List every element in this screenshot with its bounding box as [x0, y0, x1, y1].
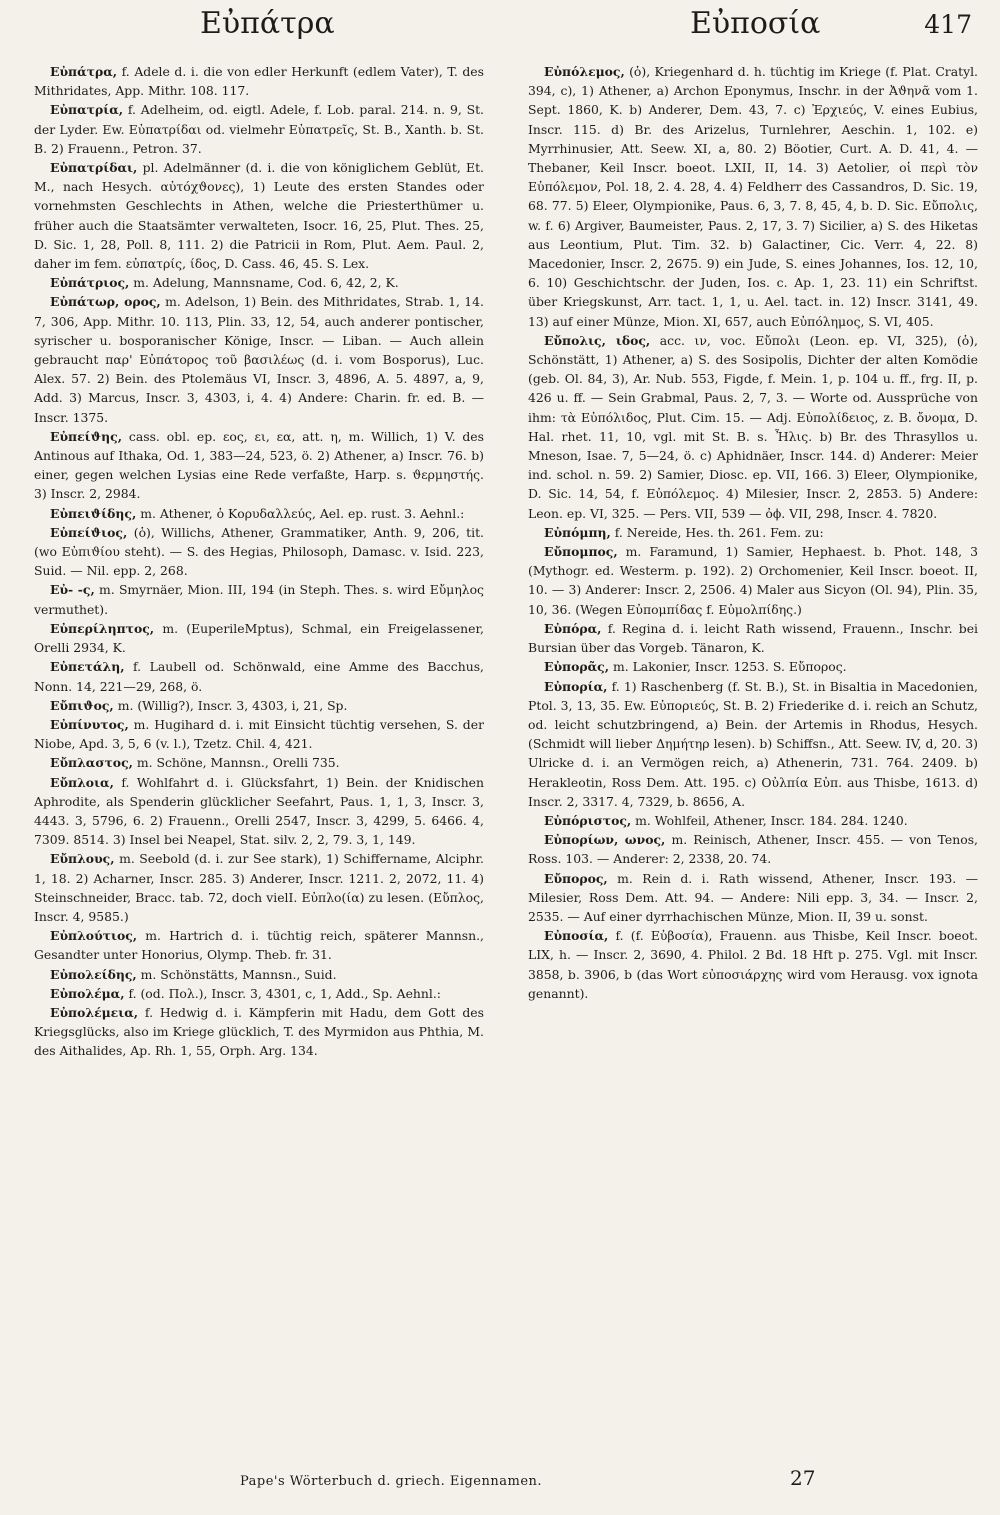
dictionary-entry — [528, 869, 978, 927]
entry-headword: Εὔπλους, — [50, 851, 115, 867]
dictionary-entry — [34, 619, 484, 657]
dictionary-entry — [528, 657, 978, 676]
signature-mark: 27 — [790, 1466, 816, 1490]
dictionary-entry — [34, 100, 484, 158]
entry-text: m. Schönstätts, Mannsn., Suid. — [136, 966, 337, 982]
entry-text: m. Hugihard d. i. mit Einsicht tüchtig versehen, S. der Niobe, Apd. 3, 5, 6 (v. l.), Tzetz. Chil. 4, 421. — [34, 716, 484, 752]
entry-headword: Εὐπόμπη, — [544, 524, 611, 540]
dictionary-entry — [34, 504, 484, 523]
entry-headword: Εὐπείϑιος, — [50, 524, 128, 540]
right-column — [528, 62, 978, 1432]
entry-headword: Εὐπάτωρ, ορος, — [50, 294, 161, 310]
dictionary-entry — [34, 696, 484, 715]
entry-text: f. Nereide, Hes. th. 261. Fem. zu: — [610, 524, 824, 540]
entry-headword: Εὐπορίων, ωνος, — [544, 832, 666, 848]
entry-text: cass. obl. ep. εος, ει, εα, att. η, m. Willich, 1) V. des Antinous auf Ithaka, Od. 1, 383—24, 523, ö. 2) Athener, a) Inscr. 76. b) einer, gegen welchen Lysias eine Rede verfaßte, Harp. s. ϑερμηστής. 3) Inscr. 2, 2984. — [34, 428, 484, 502]
dictionary-entry — [34, 715, 484, 753]
dictionary-entry — [34, 773, 484, 850]
entry-headword: Εὐπείϑης, — [50, 428, 123, 444]
entry-headword: Εὐπλούτιος, — [50, 928, 138, 944]
running-head-right: Εὐποσία — [690, 6, 821, 41]
entry-headword: Εὔπλαστος, — [50, 755, 133, 771]
entry-headword: Εὔπομπος, — [544, 544, 618, 560]
entry-text: m. Athener, ὁ Κορυδαλλεύς, Ael. ep. rust. 3. Aehnl.: — [136, 505, 465, 521]
entry-headword: Εὐπατρίδαι, — [50, 160, 138, 176]
entry-headword: Εὐπόριστος, — [544, 812, 632, 828]
dictionary-entry — [34, 926, 484, 964]
dictionary-entry — [34, 1003, 484, 1061]
publisher-footer: Pape's Wörterbuch d. griech. Eigennamen. — [240, 1474, 543, 1489]
entry-text: (ὁ), Kriegenhard d. h. tüchtig im Kriege (f. Plat. Cratyl. 394, c), 1) Athener, a) Archon Eponymus, Inschr. in der Ἀϑηνᾶ vom 1. Sept. 1860, K. b) Anderer, Dem. 43, 7. c) Ἐρχιεύς, V. eines Eubius, Inscr. 115. d) Br. des Arizelus, Turnlehrer, Aeschin. 1, 102. e) Myrrhinusier, Att. Seew. XI, a, 80. 2) Böotier, Curt. A. D. 41, 4. — Thebaner, Keil Inscr. boeot. LXII, II, 14. 3) Aetolier, οἱ περὶ τὸν Εὐπόλεμον, Pol. 18, 2. 4. 28, 4. 4) Feldherr des Cassandros, D. Sic. 19, 68. 77. 5) Eleer, Olympionike, Paus. 6, 3, 7. 8, 45, 4, b. D. Sic. Εὔπολις, w. f. 6) Argiver, Baumeister, Paus. 2, 17, 3. 7) Sicilier, a) S. des Hiketas aus Leontium, Plut. Tim. 32. b) Galactiner, Cic. Verr. 4, 22. 8) Macedonier, Inscr. 2, 2675. 9) ein Jude, S. eines Johannes, Ios. 12, 10, 6. 10) Geschichtschr. der Juden, Ios. c. Ap. 1, 23. 11) ein Schriftst. über Kriegskunst, Arr. tact. 1, 1, u. Ael. tact. in. 12) Inscr. 3141, 49. 13) auf einer Münze, Mion. XI, 657, auch Εὐπόλημος, S. VI, 405. — [528, 64, 978, 329]
entry-headword: Εὐπετάλη, — [50, 659, 125, 675]
entry-headword: Εὐπειϑίδης, — [50, 505, 137, 521]
entry-headword: Εὐπόρα, — [544, 620, 602, 636]
dictionary-entry — [528, 811, 978, 830]
entry-text: pl. Adelmänner (d. i. die von königlichem Geblüt, Et. M., nach Hesych. αὐτόχϑονες), 1) Leute des ersten Standes oder vornehmsten Geschlechts in Athen, welche die Priesterthümer u. früher auch die Staatsämter verwalteten, Isocr. 16, 25, Plut. Thes. 25, D. Sic. 1, 28, Poll. 8, 111. 2) die Patricii in Rom, Plut. Aem. Paul. 2, daher im fem. εὐπατρίς, ίδος, D. Cass. 46, 45. S. Lex. — [34, 160, 484, 272]
dictionary-entry — [34, 849, 484, 926]
entry-text: f. Adelheim, od. eigtl. Adele, f. Lob. paral. 214. n. 9, St. der Lyder. Ew. Εὐπατρίδαι od. vielmehr Εὐπατρεῖς, St. B., Xanth. b. St. B. 2) Frauenn., Petron. 37. — [34, 102, 484, 156]
entry-headword: Εὐποσία, — [544, 928, 609, 944]
entry-text: m. Lakonier, Inscr. 1253. S. Εὔπορος. — [609, 659, 847, 675]
entry-headword: Εὐπολέμα, — [50, 985, 125, 1001]
page-number: 417 — [924, 10, 972, 39]
entry-text: f. Wohlfahrt d. i. Glücksfahrt, 1) Bein. der Knidischen Aphrodite, als Spenderin glücklicher Seefahrt, Paus. 1, 1, 3, Inscr. 3, 4443. 3, 5796, 6. 2) Frauenn., Orelli 2547, Inscr. 3, 4299, 5. 6466. 4, 7309. 8514. 3) Insel bei Neapel, Stat. silv. 2, 2, 79. 3, 1, 149. — [34, 774, 484, 848]
entry-text: m. Hartrich d. i. tüchtig reich, späterer Mannsn., Gesandter unter Honorius, Olymp. Theb. fr. 31. — [34, 928, 484, 963]
dictionary-entry — [528, 619, 978, 657]
entry-text: m. Rein d. i. Rath wissend, Athener, Inscr. 193. — Milesier, Ross Dem. Att. 94. — Andere: Nili epp. 3, 34. — Inscr. 2, 2535. — Auf einer dyrrhachischen Münze, Mion. II, 39 u. sonst. — [528, 870, 978, 924]
entry-headword: Εὔπιϑος, — [50, 697, 114, 713]
dictionary-entry — [528, 677, 978, 811]
entry-text: f. Regina d. i. leicht Rath wissend, Frauenn., Inschr. bei Bursian über das Vorgeb. Tänaron, K. — [528, 620, 978, 656]
page-header — [30, 6, 972, 52]
dictionary-entry — [528, 542, 978, 619]
entry-headword: Εὐπάτριος, — [50, 275, 130, 291]
entry-headword: Εὐπάτρα, — [50, 64, 118, 79]
left-column — [34, 62, 484, 1432]
entry-headword: Εὔπολις, ιδος, — [544, 332, 651, 348]
dictionary-entry — [34, 292, 484, 426]
entry-text: acc. ιν, voc. Εὔπολι (Leon. ep. VI, 325), (ὁ), Schönstätt, 1) Athener, a) S. des Sosipolis, Dichter der alten Komödie (geb. Ol. 84, 3), Ar. Nub. 553, Figde, f. Mein. 1, p. 104 u. ff., frg. II, p. 426 u. ff. — Sein Grabmal, Paus. 2, 7, 3. — Worte od. Aussprüche von ihm: τὰ Εὐπόλιδος, Plut. Cim. 15. — Adj. Εὐπολίδειος, z. B. ὄνομα, D. Hal. rhet. 11, 10, vgl. mit St. B. s. Ἦλις. b) Br. des Thrasyllos u. Mneson, Isae. 7, 5—24, ö. c) Aphidnäer, Inscr. 144. d) Anderer: Meier ind. schol. n. 59. 2) Samier, Diosc. ep. VII, 166. 3) Eleer, Olympionike, D. Sic. 14, 54, f. Εὐπόλεμος. 4) Milesier, Inscr. 2, 2853. 5) Andere: Leon. ep. VI, 325. — Pers. VII, 539 — ὀϕ. VII, 298, Inscr. 4. 7820. — [528, 332, 978, 521]
dictionary-entry — [34, 657, 484, 695]
dictionary-entry — [34, 158, 484, 273]
dictionary-entry — [528, 523, 978, 542]
dictionary-entry — [528, 331, 978, 523]
entry-headword: Εὐπολείδης, — [50, 966, 137, 982]
entry-headword: Εὐπερίληπτος, — [50, 620, 155, 636]
dictionary-entry — [34, 62, 484, 100]
entry-headword: Εὐπορᾶς, — [544, 659, 610, 675]
entry-text: m. Schöne, Mannsn., Orelli 735. — [132, 755, 340, 771]
entry-text: f. Hedwig d. i. Kämpferin mit Hadu, dem Gott des Kriegsglücks, also im Kriege glücklich, T. des Myrmidon aus Phthia, M. des Aithalides, Ap. Rh. 1, 55, Orph. Arg. 134. — [34, 1004, 484, 1059]
entry-headword: Εὐπολέμεια, — [50, 1004, 139, 1020]
dictionary-entry — [528, 62, 978, 331]
entry-text: f. Adele d. i. die von edler Herkunft (edlem Vater), T. des Mithridates, App. Mithr. 108. 117. — [34, 64, 484, 99]
dictionary-entry — [34, 427, 484, 504]
entry-text: m. Seebold (d. i. zur See stark), 1) Schiffername, Alciphr. 1, 18. 2) Acharner, Inscr. 285. 3) Anderer, Inscr. 1211. 2, 2072, 11. 4) Steinschneider, Bracc. tab. 72, doch vielI. Εὐπλο(ία) zu lesen. (Εὔπλος, Inscr. 4, 9585.) — [34, 851, 484, 924]
entry-text: m. (EuperileMptus), Schmal, ein Freigelassener, Orelli 2934, K. — [34, 620, 484, 656]
entry-headword: Εὐπατρία, — [50, 102, 124, 118]
entry-text: m. Adelung, Mannsname, Cod. 6, 42, 2, K. — [129, 275, 399, 291]
entry-text: f. (f. Εὐβοσία), Frauenn. aus Thisbe, Keil Inscr. boeot. LIX, h. — Inscr. 2, 3690, 4. Philol. 2 Bd. 18 Hft p. 275. Vgl. mit Inscr. 3858, b. 3906, b (das Wort εὐποσιάρχης wird vom Herausg. vox ignota genannt). — [528, 928, 978, 1001]
running-head-left: Εὐπάτρα — [200, 6, 335, 41]
dictionary-entry — [34, 580, 484, 618]
entry-text: m. Adelson, 1) Bein. des Mithridates, Strab. 1, 14. 7, 306, App. Mithr. 10. 113, Plin. 33, 12, 54, auch anderer pontischer, syrischer u. bosporanischer Könige, Inscr. — Liban. — Auch allein gebraucht παρ' Εὐπάτορος τοῦ βασιλέως (d. i. vom Bosporus), Luc. Alex. 57. 2) Bein. des Ptolemäus VI, Inscr. 3, 4896, A. 5. 4897, a, 9, Add. 3) Marcus, Inscr. 3, 4303, i, 4. 4) Andere: Charin. fr. ed. B. — Inscr. 1375. — [34, 294, 484, 425]
dictionary-entry — [34, 273, 484, 292]
entry-text: f. (od. Πολ.), Inscr. 3, 4301, c, 1, Add., Sp. Aehnl.: — [124, 985, 441, 1001]
entry-text: m. Smyrnäer, Mion. III, 194 (in Steph. Thes. s. wird Εὔμηλος vermuthet). — [34, 582, 484, 617]
entry-text: m. Wohlfeil, Athener, Inscr. 184. 284. 1240. — [631, 812, 908, 828]
entry-text: f. Laubell od. Schönwald, eine Amme des Bacchus, Nonn. 14, 221—29, 268, ö. — [34, 659, 484, 694]
dictionary-entry — [34, 965, 484, 984]
entry-text: m. Reinisch, Athener, Inscr. 455. — von Tenos, Ross. 103. — Anderer: 2, 2338, 20. 74. — [528, 832, 978, 867]
dictionary-entry — [528, 926, 978, 1003]
entry-headword: Εὐ- -ς, — [50, 582, 95, 598]
entry-text: m. (Willig?), Inscr. 3, 4303, i, 21, Sp. — [113, 697, 348, 713]
dictionary-entry — [34, 753, 484, 772]
entry-headword: Εὔπορος, — [544, 870, 608, 886]
entry-headword: Εὐπίνυτος, — [50, 716, 129, 732]
dictionary-entry — [34, 523, 484, 581]
entry-text: f. 1) Raschenberg (f. St. B.), St. in Bisaltia in Macedonien, Ptol. 3, 13, 35. Ew. Εὐποριεύς, St. B. 2) Friederike d. i. reich an Schutz, od. leicht schutzbringend, a) Bein. der Artemis in Rhodus, Hesych. (Schmidt will lieber Δημήτηρ lesen). b) Schiffsn., Att. Seew. IV, d, 20. 3) Ulricke d. i. an Vermögen reich, a) Athenerin, 731. 764. 2409. b) Herakleotin, Ross Dem. Att. 195. c) Οὐλπία Εὐπ. aus Thisbe, 1613. d) Inscr. 2, 3317. 4, 7329, b. 8656, A. — [528, 678, 978, 809]
entry-text: m. Faramund, 1) Samier, Hephaest. b. Phot. 148, 3 (Mythogr. ed. Westerm. p. 192). 2) Orchomenier, Keil Inscr. boeot. II, 10. — 3) Anderer: Inscr. 2, 2506. 4) Maler aus Sicyon (Ol. 94), Plin. 35, 10, 36. (Wegen Εὐπομπίδας f. Εὐμολπίδης.) — [528, 544, 978, 617]
entry-headword: Εὐπορία, — [544, 678, 608, 694]
dictionary-entry — [528, 830, 978, 868]
entry-headword: Εὐπόλεμος, — [544, 64, 625, 79]
dictionary-entry — [34, 984, 484, 1003]
entry-text: (ὁ), Willichs, Athener, Grammatiker, Anth. 9, 206, tit. (wo Εὐπιϑίου steht). — S. des Hegias, Philosoph, Damasc. v. Isid. 223, Suid. — Nil. epp. 2, 268. — [34, 524, 484, 579]
entry-headword: Εὔπλοια, — [50, 774, 114, 790]
